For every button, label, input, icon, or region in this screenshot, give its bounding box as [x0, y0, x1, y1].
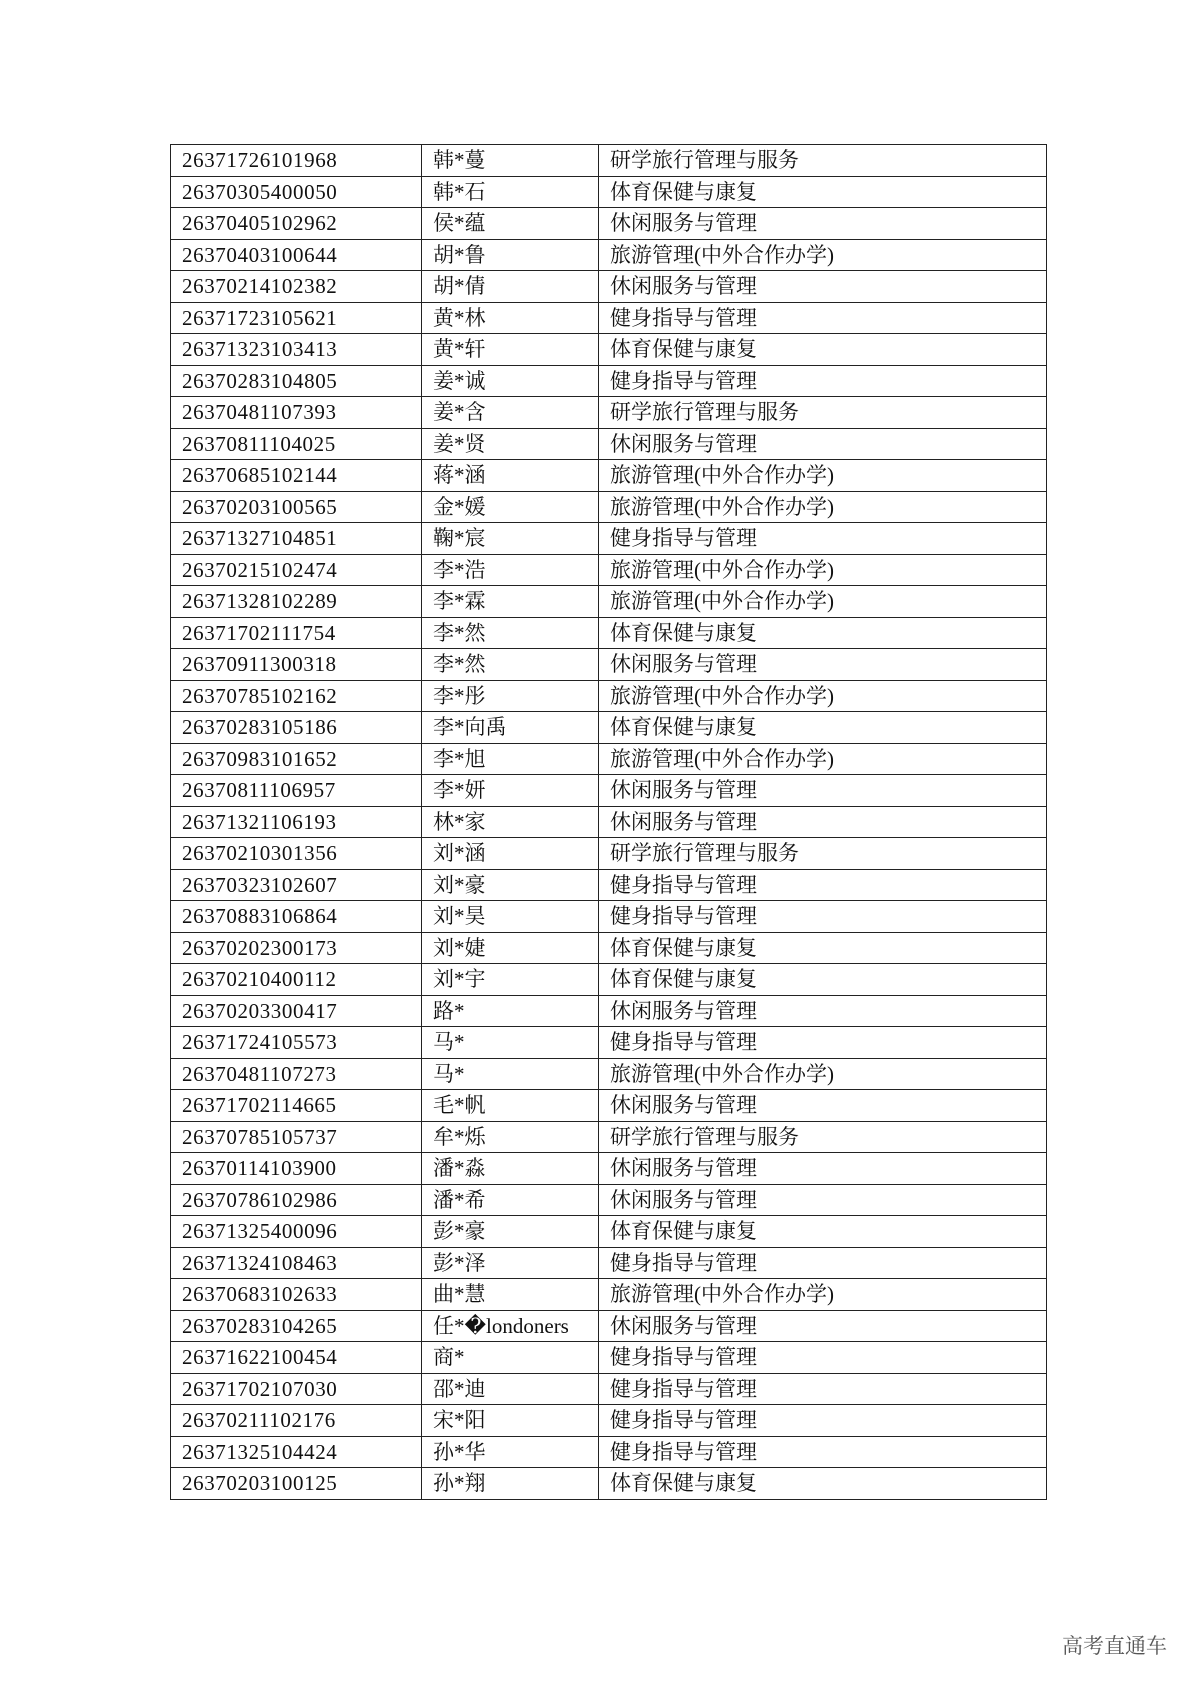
major-cell: 健身指导与管理	[599, 1027, 1047, 1059]
major-cell: 休闲服务与管理	[599, 775, 1047, 807]
student-name-cell: 刘*昊	[422, 901, 599, 933]
table-row	[171, 397, 1047, 429]
major-cell: 休闲服务与管理	[599, 1184, 1047, 1216]
table-body	[171, 145, 1047, 1500]
student-name-cell: 李*向禹	[422, 712, 599, 744]
student-name-cell: 刘*豪	[422, 869, 599, 901]
candidate-id-cell: 26371325104424	[171, 1436, 422, 1468]
student-name-cell: 侯*蕴	[422, 208, 599, 240]
major-cell: 旅游管理(中外合作办学)	[599, 239, 1047, 271]
table-row	[171, 932, 1047, 964]
table-row	[171, 1310, 1047, 1342]
table-row	[171, 806, 1047, 838]
major-cell: 休闲服务与管理	[599, 1090, 1047, 1122]
candidate-id-cell: 26371323103413	[171, 334, 422, 366]
table-row	[171, 995, 1047, 1027]
major-cell: 休闲服务与管理	[599, 649, 1047, 681]
student-name-cell: 李*妍	[422, 775, 599, 807]
major-cell: 旅游管理(中外合作办学)	[599, 1058, 1047, 1090]
table-row	[171, 271, 1047, 303]
table-row	[171, 1121, 1047, 1153]
student-name-cell: 曲*慧	[422, 1279, 599, 1311]
student-name-cell: 刘*婕	[422, 932, 599, 964]
candidate-id-cell: 26370211102176	[171, 1405, 422, 1437]
candidate-id-cell: 26371702107030	[171, 1373, 422, 1405]
major-cell: 休闲服务与管理	[599, 208, 1047, 240]
major-cell: 体育保健与康复	[599, 1216, 1047, 1248]
student-name-cell: 潘*淼	[422, 1153, 599, 1185]
table-row	[171, 1058, 1047, 1090]
candidate-id-cell: 26371327104851	[171, 523, 422, 555]
candidate-id-cell: 26370811104025	[171, 428, 422, 460]
candidate-id-cell: 26371321106193	[171, 806, 422, 838]
student-name-cell: 刘*涵	[422, 838, 599, 870]
student-name-cell: 姜*诚	[422, 365, 599, 397]
candidate-id-cell: 26370210301356	[171, 838, 422, 870]
candidate-id-cell: 26370883106864	[171, 901, 422, 933]
candidate-id-cell: 26371702111754	[171, 617, 422, 649]
table-row	[171, 901, 1047, 933]
table-row	[171, 775, 1047, 807]
major-cell: 研学旅行管理与服务	[599, 1121, 1047, 1153]
major-cell: 旅游管理(中外合作办学)	[599, 1279, 1047, 1311]
student-name-cell: 胡*倩	[422, 271, 599, 303]
student-name-cell: 邵*迪	[422, 1373, 599, 1405]
candidate-id-cell: 26370283104265	[171, 1310, 422, 1342]
student-name-cell: 姜*含	[422, 397, 599, 429]
major-cell: 健身指导与管理	[599, 523, 1047, 555]
major-cell: 健身指导与管理	[599, 1436, 1047, 1468]
student-name-cell: 李*霖	[422, 586, 599, 618]
candidate-id-cell: 26370785102162	[171, 680, 422, 712]
candidate-id-cell: 26371622100454	[171, 1342, 422, 1374]
candidate-id-cell: 26370114103900	[171, 1153, 422, 1185]
major-cell: 旅游管理(中外合作办学)	[599, 491, 1047, 523]
table-row	[171, 1027, 1047, 1059]
admission-list-table	[170, 144, 1047, 1500]
candidate-id-cell: 26370785105737	[171, 1121, 422, 1153]
student-name-cell: 蒋*涵	[422, 460, 599, 492]
table-row	[171, 617, 1047, 649]
candidate-id-cell: 26370283105186	[171, 712, 422, 744]
table-row	[171, 712, 1047, 744]
candidate-id-cell: 26370685102144	[171, 460, 422, 492]
table-row	[171, 145, 1047, 177]
student-name-cell: 韩*石	[422, 176, 599, 208]
major-cell: 健身指导与管理	[599, 365, 1047, 397]
table-row	[171, 302, 1047, 334]
major-cell: 休闲服务与管理	[599, 995, 1047, 1027]
major-cell: 休闲服务与管理	[599, 271, 1047, 303]
table-row	[171, 1216, 1047, 1248]
major-cell: 健身指导与管理	[599, 869, 1047, 901]
table-row	[171, 208, 1047, 240]
major-cell: 体育保健与康复	[599, 932, 1047, 964]
table-row	[171, 365, 1047, 397]
major-cell: 健身指导与管理	[599, 302, 1047, 334]
major-cell: 研学旅行管理与服务	[599, 397, 1047, 429]
major-cell: 体育保健与康复	[599, 334, 1047, 366]
table-row	[171, 176, 1047, 208]
major-cell: 健身指导与管理	[599, 1247, 1047, 1279]
table-row	[171, 554, 1047, 586]
major-cell: 休闲服务与管理	[599, 806, 1047, 838]
candidate-id-cell: 26370811106957	[171, 775, 422, 807]
student-name-cell: 彭*豪	[422, 1216, 599, 1248]
candidate-id-cell: 26371724105573	[171, 1027, 422, 1059]
student-name-cell: 李*然	[422, 617, 599, 649]
table-row	[171, 743, 1047, 775]
table-row	[171, 1342, 1047, 1374]
table-row	[171, 1090, 1047, 1122]
student-name-cell: 毛*帆	[422, 1090, 599, 1122]
table-row	[171, 1373, 1047, 1405]
candidate-id-cell: 26370202300173	[171, 932, 422, 964]
major-cell: 健身指导与管理	[599, 1373, 1047, 1405]
student-name-cell: 刘*宇	[422, 964, 599, 996]
student-name-cell: 马*	[422, 1058, 599, 1090]
table-row	[171, 1184, 1047, 1216]
table-row	[171, 460, 1047, 492]
candidate-id-cell: 26371702114665	[171, 1090, 422, 1122]
candidate-id-cell: 26370215102474	[171, 554, 422, 586]
candidate-id-cell: 26370203100565	[171, 491, 422, 523]
table-row	[171, 964, 1047, 996]
student-name-cell: 林*家	[422, 806, 599, 838]
table-row	[171, 1468, 1047, 1500]
table-row	[171, 1247, 1047, 1279]
student-name-cell: 牟*烁	[422, 1121, 599, 1153]
table-row	[171, 523, 1047, 555]
table-row	[171, 838, 1047, 870]
major-cell: 体育保健与康复	[599, 712, 1047, 744]
table-row	[171, 1405, 1047, 1437]
candidate-id-cell: 26370911300318	[171, 649, 422, 681]
table-row	[171, 1436, 1047, 1468]
candidate-id-cell: 26370203100125	[171, 1468, 422, 1500]
major-cell: 旅游管理(中外合作办学)	[599, 586, 1047, 618]
major-cell: 旅游管理(中外合作办学)	[599, 743, 1047, 775]
table-row	[171, 1153, 1047, 1185]
student-name-cell: 金*媛	[422, 491, 599, 523]
candidate-id-cell: 26370683102633	[171, 1279, 422, 1311]
major-cell: 体育保健与康复	[599, 176, 1047, 208]
major-cell: 休闲服务与管理	[599, 1153, 1047, 1185]
table-row	[171, 239, 1047, 271]
student-name-cell: 鞠*宸	[422, 523, 599, 555]
candidate-id-cell: 26370305400050	[171, 176, 422, 208]
table-row	[171, 334, 1047, 366]
table-row	[171, 586, 1047, 618]
table-row	[171, 1279, 1047, 1311]
major-cell: 休闲服务与管理	[599, 428, 1047, 460]
candidate-id-cell: 26370210400112	[171, 964, 422, 996]
major-cell: 研学旅行管理与服务	[599, 838, 1047, 870]
student-name-cell: 潘*希	[422, 1184, 599, 1216]
major-cell: 体育保健与康复	[599, 964, 1047, 996]
candidate-id-cell: 26370214102382	[171, 271, 422, 303]
major-cell: 健身指导与管理	[599, 1342, 1047, 1374]
candidate-id-cell: 26370283104805	[171, 365, 422, 397]
major-cell: 旅游管理(中外合作办学)	[599, 460, 1047, 492]
candidate-id-cell: 26370481107393	[171, 397, 422, 429]
major-cell: 旅游管理(中外合作办学)	[599, 554, 1047, 586]
student-name-cell: 黄*林	[422, 302, 599, 334]
candidate-id-cell: 26371726101968	[171, 145, 422, 177]
table-row	[171, 491, 1047, 523]
student-name-cell: 李*浩	[422, 554, 599, 586]
table-row	[171, 680, 1047, 712]
candidate-id-cell: 26370405102962	[171, 208, 422, 240]
major-cell: 旅游管理(中外合作办学)	[599, 680, 1047, 712]
candidate-id-cell: 26370203300417	[171, 995, 422, 1027]
student-name-cell: 李*旭	[422, 743, 599, 775]
student-name-cell: 黄*轩	[422, 334, 599, 366]
student-name-cell: 姜*贤	[422, 428, 599, 460]
student-name-cell: 宋*阳	[422, 1405, 599, 1437]
student-name-cell: 路*	[422, 995, 599, 1027]
major-cell: 体育保健与康复	[599, 617, 1047, 649]
student-name-cell: 胡*鲁	[422, 239, 599, 271]
candidate-id-cell: 26371325400096	[171, 1216, 422, 1248]
major-cell: 健身指导与管理	[599, 1405, 1047, 1437]
student-name-cell: 孙*翔	[422, 1468, 599, 1500]
candidate-id-cell: 26371324108463	[171, 1247, 422, 1279]
candidate-id-cell: 26370481107273	[171, 1058, 422, 1090]
table-row	[171, 869, 1047, 901]
student-name-cell: 马*	[422, 1027, 599, 1059]
table-row	[171, 428, 1047, 460]
watermark: 高考直通车	[1062, 1634, 1167, 1658]
candidate-id-cell: 26370403100644	[171, 239, 422, 271]
candidate-id-cell: 26370323102607	[171, 869, 422, 901]
candidate-id-cell: 26370786102986	[171, 1184, 422, 1216]
student-name-cell: 李*然	[422, 649, 599, 681]
candidate-id-cell: 26370983101652	[171, 743, 422, 775]
student-name-cell: 任*�londoners	[422, 1310, 599, 1342]
major-cell: 研学旅行管理与服务	[599, 145, 1047, 177]
candidate-id-cell: 26371723105621	[171, 302, 422, 334]
major-cell: 健身指导与管理	[599, 901, 1047, 933]
student-name-cell: 孙*华	[422, 1436, 599, 1468]
candidate-id-cell: 26371328102289	[171, 586, 422, 618]
table-row	[171, 649, 1047, 681]
student-name-cell: 李*彤	[422, 680, 599, 712]
major-cell: 体育保健与康复	[599, 1468, 1047, 1500]
student-name-cell: 韩*蔓	[422, 145, 599, 177]
student-name-cell: 商*	[422, 1342, 599, 1374]
major-cell: 休闲服务与管理	[599, 1310, 1047, 1342]
student-name-cell: 彭*泽	[422, 1247, 599, 1279]
